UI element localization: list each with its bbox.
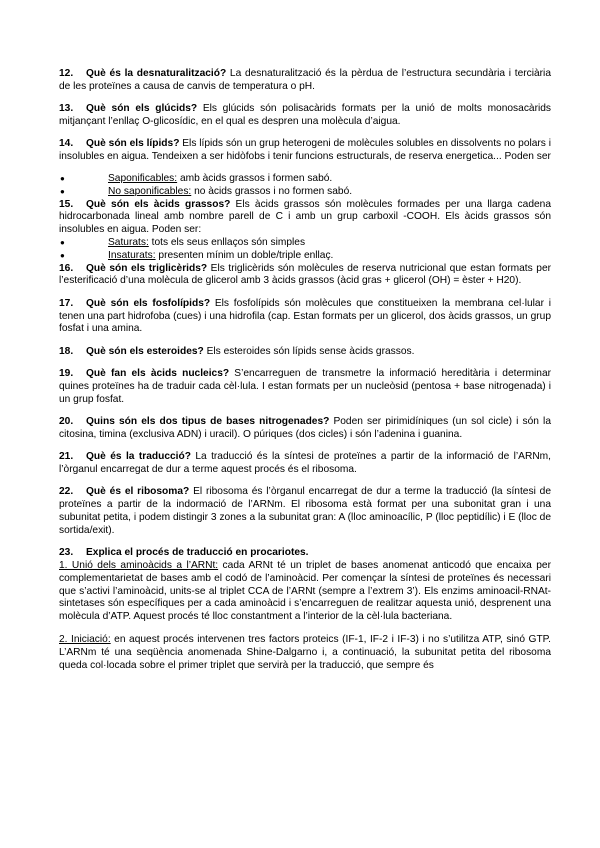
item-23 bbox=[59, 547, 551, 560]
item-question: Què és la desnaturalització? bbox=[86, 68, 227, 79]
item-21 bbox=[59, 451, 551, 477]
item-number: 17. bbox=[59, 297, 74, 309]
item-16 bbox=[59, 263, 551, 289]
list-text: no àcids grassos i no formen sabó. bbox=[191, 185, 353, 197]
list-term: No saponificables: bbox=[108, 185, 192, 197]
list-text: presenten mínim un doble/triple enllaç. bbox=[155, 249, 334, 261]
item-answer: La traducció és la síntesi de proteïnes a partir de la informació de l’ARNm, l’òrganul encarregat de dur a terme aquest procés és el ribosoma. bbox=[59, 451, 551, 476]
item-20 bbox=[59, 416, 551, 442]
list-item bbox=[59, 173, 551, 186]
item-answer: Els lípids són un grup heterogeni de molècules solubles en dissolvents no polars i insolubles en aigua. Tendeixen a ser hidòfobs i tenir funcions estructurals, de reserva energetica... Poden ser bbox=[59, 138, 551, 163]
item-answer: Els triglicèrids són molècules de reserva nutricional que estan formats per l’esterificació d’una molècula de glicerol amb 3 àcids grassos (àcid gras + glicerol (OH) = èster + H20). bbox=[59, 262, 551, 287]
item-question: Què és el ribosoma? bbox=[86, 486, 190, 498]
item-14 bbox=[59, 138, 551, 164]
item-answer: Els esteroides són lípids sense àcids grassos. bbox=[203, 345, 415, 357]
item-number: 12. bbox=[59, 68, 74, 79]
item-19 bbox=[59, 368, 551, 406]
item-number: 23. bbox=[59, 547, 74, 559]
step-text: en aquest procés intervenen tres factors proteics (IF-1, IF-2 i IF-3) i no s’utilitza ATP, sinó GTP. L’ARNm té una seqüència anomenada Shine-Dalgarno i, a continuació, la subunitat petita del ribosoma queda col·locada sobre el primer triplet que servirà per la traducció, que sempre és bbox=[59, 634, 551, 671]
list-term: Saturats: bbox=[108, 236, 149, 248]
item-answer: Els fosfolípids són molècules que constitueixen la membrana cel·lular i tenen una part hidrofoba (cues) i una hidrofila (cap. Estan formats per un glicerol, dos àcids grassos, un grup fosfat i una amina. bbox=[59, 297, 551, 335]
item-answer: La desnaturalització és la pèrdua de l’estructura secundària i terciària de les proteïnes a causa de canvis de temperatura o pH. bbox=[59, 68, 551, 92]
list-text: amb àcids grassos i formen sabó. bbox=[177, 172, 333, 184]
item-22 bbox=[59, 486, 551, 537]
list-text: tots els seus enllaços són simples bbox=[148, 236, 306, 248]
item-number: 14. bbox=[59, 138, 74, 150]
item-number: 16. bbox=[59, 262, 74, 274]
translation-step-1 bbox=[59, 560, 551, 624]
item-answer: El ribosoma és l’òrganul encarregat de dur a terme la traducció (la síntesi de proteïnes a partir de la indormació de l’ARNm. El ribosoma està format per una subonitat gran i una subunitat petita, i podem distingir 3 zones a la subunitat gran: A (lloc aminoacílic, P (lloc peptidílic) i E (lloc de sortida/exit). bbox=[59, 486, 551, 536]
item-answer: Els glúcids són polisacàrids formats per la unió de molts monosacàrids mitjançant l’enllaç O-glicosídic, en el qual es despren una molècula d’aigua. bbox=[59, 103, 551, 127]
step-label: 1. Unió dels aminoàcids a l’ARNt: bbox=[59, 560, 219, 572]
item-number: 13. bbox=[59, 103, 74, 115]
item-question: Què són els lípids? bbox=[86, 138, 180, 150]
item-question: Què són els glúcids? bbox=[86, 103, 198, 115]
item-18 bbox=[59, 346, 551, 359]
item-question: Quins són els dos tipus de bases nitrogenades? bbox=[86, 416, 330, 428]
list-item bbox=[59, 186, 551, 199]
step-label: 2. Iniciació: bbox=[59, 634, 111, 646]
list-term: Insaturats: bbox=[108, 249, 156, 261]
document-page bbox=[59, 68, 551, 682]
item-number: 20. bbox=[59, 416, 74, 428]
item-answer: S’encarreguen de transmetre la informació hereditària i determinar quines proteïnes ha de traduir cada cèl·lula. I estan formats per un nucleòsid (pentosa + base nitrogenada) i un grup fosfat. bbox=[59, 368, 552, 405]
item-question: Explica el procés de traducció en procariotes. bbox=[86, 547, 309, 559]
item-question: Què són els esteroides? bbox=[86, 345, 204, 357]
item-question: Què fan els àcids nucleics? bbox=[86, 368, 230, 380]
fatty-acid-types-list bbox=[59, 237, 551, 263]
item-question: Què són els fosfolípids? bbox=[86, 297, 211, 309]
item-12 bbox=[59, 68, 551, 94]
item-answer: Poden ser pirimidíniques (un sol cicle) i són la citosina, timina (exclusiva ADN) i uracil). O púriques (dos cicles) i són l’adenina i guanina. bbox=[59, 416, 551, 440]
item-question: Què és la traducció? bbox=[86, 451, 191, 463]
step-text: cada ARNt té un triplet de bases anomenat anticodó que encaixa per complementarietat de bases amb el codó de l’aminoàcid. Per començar la síntesi de proteïnes és necessari que s’activi l’aminoàcid, units-se al triplet CCA de l’ARNt (sempre a l’extrem 3’). Els enzims aminoacil-RNAt-sintetases són específiques per a cada aminoàcid i s’encarreguen de realitzar aquesta unió, desprenent una molècula d’ATP. Aquest procés té lloc constantment a l’interior de la cèl·lula bacteriana. bbox=[59, 560, 551, 623]
item-13 bbox=[59, 103, 551, 129]
item-answer: Els àcids grassos són molècules formades per una llarga cadena hidrocarbonada lineal amb nombre parell de C i amb un grup carboxil -COOH. Els àcids grassos són insolubles en aigua. Poden ser: bbox=[59, 198, 551, 236]
list-term: Saponificables: bbox=[108, 172, 178, 184]
item-question: Què són els triglicèrids? bbox=[86, 262, 208, 274]
list-item bbox=[59, 237, 551, 250]
translation-step-2 bbox=[59, 634, 551, 672]
item-number: 21. bbox=[59, 451, 74, 463]
item-number: 22. bbox=[59, 486, 74, 498]
item-number: 18. bbox=[59, 345, 74, 357]
item-17 bbox=[59, 298, 551, 336]
item-question: Què són els àcids grassos? bbox=[86, 198, 231, 210]
list-item bbox=[59, 250, 551, 263]
item-number: 15. bbox=[59, 198, 74, 210]
lipid-types-list bbox=[59, 173, 551, 199]
item-15 bbox=[59, 199, 551, 237]
item-number: 19. bbox=[59, 368, 74, 380]
